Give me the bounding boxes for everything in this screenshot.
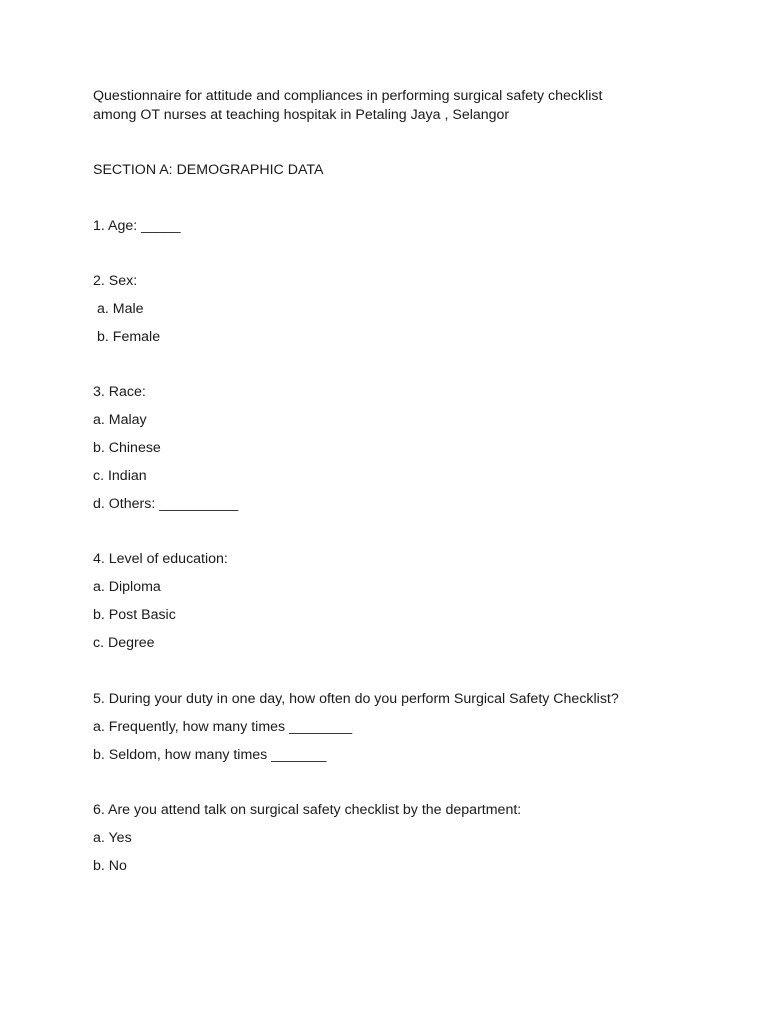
- question-age: 1. Age: _____: [93, 218, 181, 234]
- option-chinese: b. Chinese: [93, 440, 161, 456]
- question-sex: 2. Sex:: [93, 273, 138, 289]
- option-male: a. Male: [97, 301, 144, 317]
- option-post-basic: b. Post Basic: [93, 607, 176, 623]
- option-others: d. Others: __________: [93, 496, 239, 512]
- option-no: b. No: [93, 858, 127, 874]
- question-checklist-frequency: 5. During your duty in one day, how often do you perform Surgical Safety Checklist?: [93, 691, 619, 707]
- question-education: 4. Level of education:: [93, 551, 228, 567]
- document-title-line-2: among OT nurses at teaching hospitak in Petaling Jaya , Selangor: [93, 107, 510, 123]
- section-heading: SECTION A: DEMOGRAPHIC DATA: [93, 162, 324, 178]
- question-attend-talk: 6. Are you attend talk on surgical safety checklist by the department:: [93, 802, 522, 818]
- option-degree: c. Degree: [93, 635, 155, 651]
- option-indian: c. Indian: [93, 468, 147, 484]
- option-malay: a. Malay: [93, 412, 147, 428]
- option-diploma: a. Diploma: [93, 579, 161, 595]
- document-title-line-1: Questionnaire for attitude and compliances in performing surgical safety checklist: [93, 88, 603, 104]
- option-yes: a. Yes: [93, 830, 132, 846]
- question-race: 3. Race:: [93, 384, 146, 400]
- option-seldom: b. Seldom, how many times _______: [93, 747, 327, 763]
- option-female: b. Female: [97, 329, 161, 345]
- option-frequently: a. Frequently, how many times ________: [93, 719, 353, 735]
